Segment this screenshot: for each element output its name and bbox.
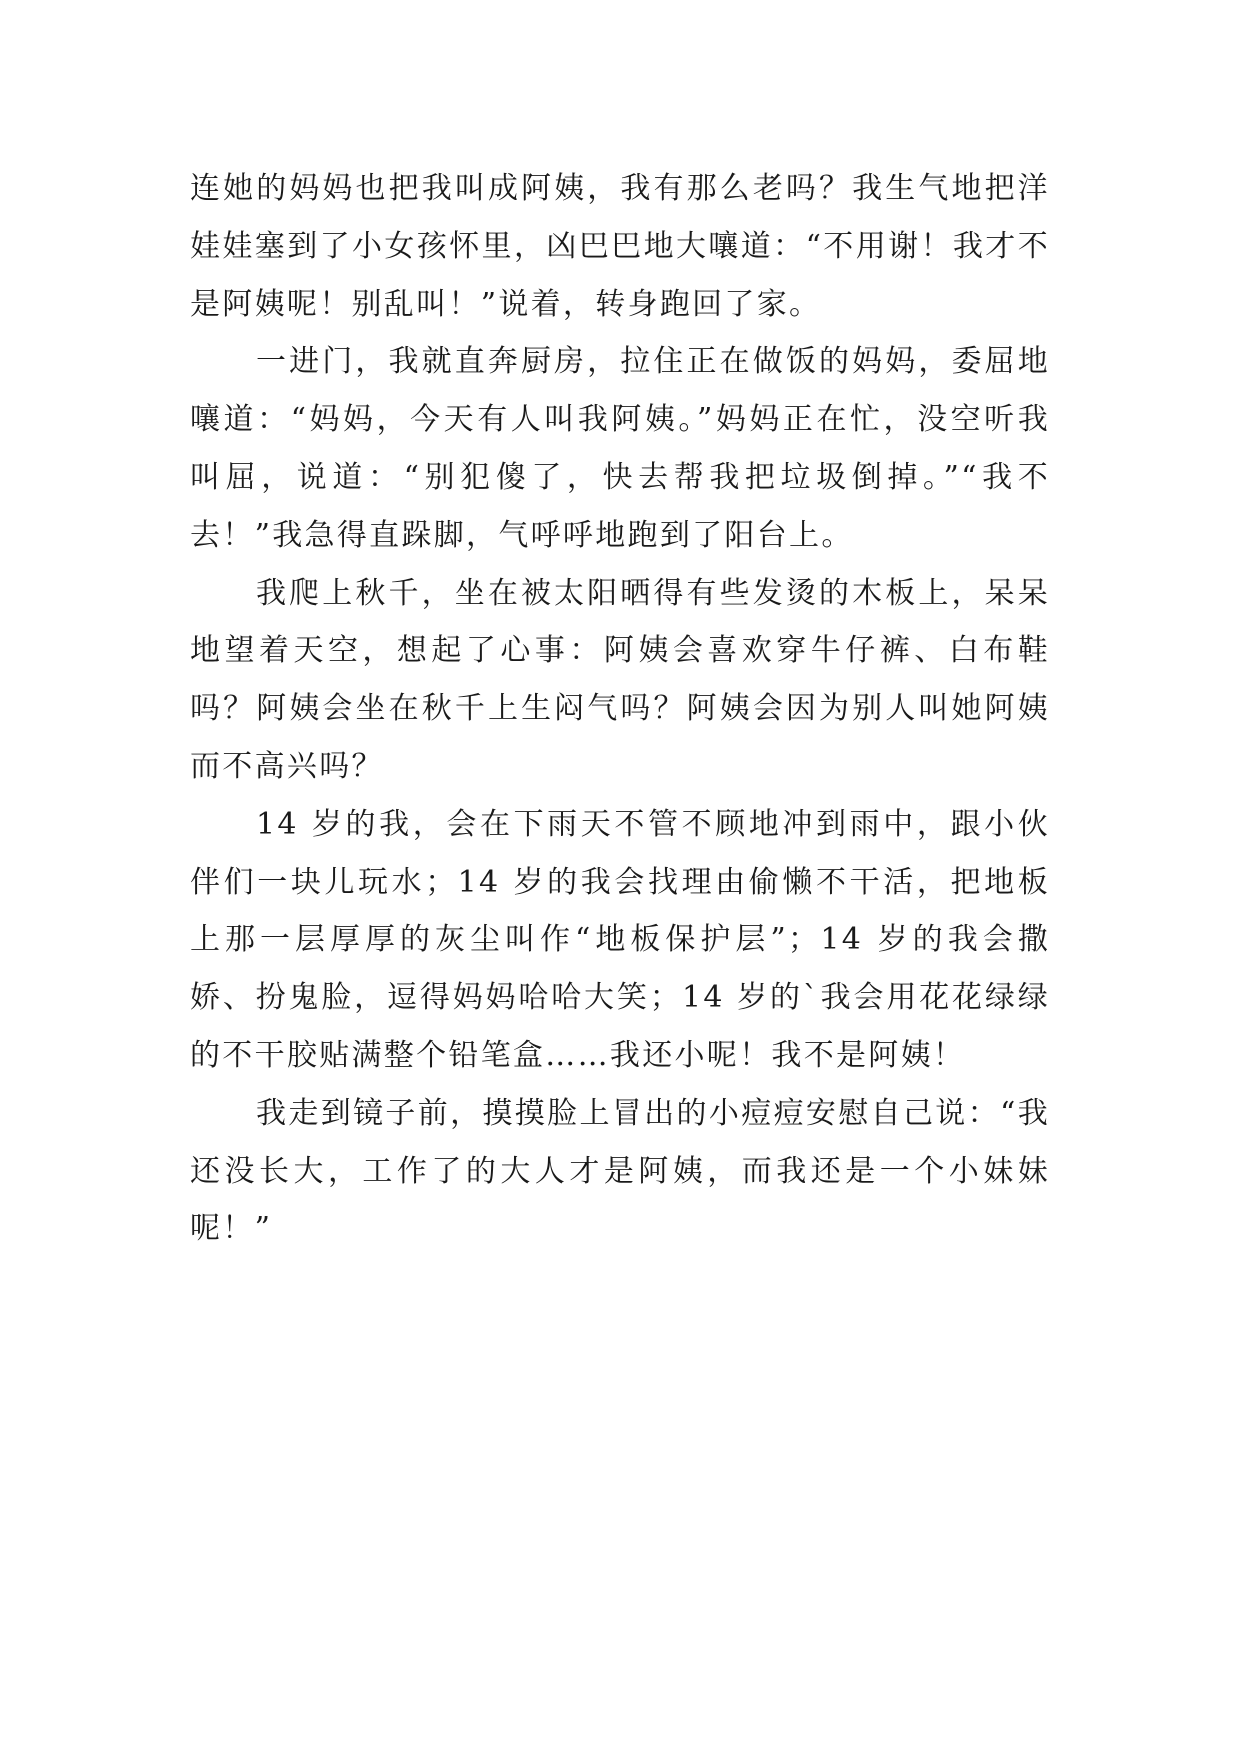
paragraph-2: 一进门，我就直奔厨房，拉住正在做饭的妈妈，委屈地嚷道：“妈妈，今天有人叫我阿姨。”妈妈正在忙，没空听我叫屈，说道：“别犯傻了，快去帮我把垃圾倒掉。”“我不去！”我急得直跺脚，气呼呼地跑到了阳台上。 [190, 344, 1050, 553]
paragraph-3: 我爬上秋千，坐在被太阳晒得有些发烫的木板上，呆呆地望着天空，想起了心事：阿姨会喜欢穿牛仔裤、白布鞋吗？阿姨会坐在秋千上生闷气吗？阿姨会因为别人叫她阿姨而不高兴吗？ [190, 575, 1050, 784]
paragraph-5: 我走到镜子前，摸摸脸上冒出的小痘痘安慰自己说：“我还没长大，工作了的大人才是阿姨，而我还是一个小妹妹呢！” [190, 1095, 1050, 1247]
paragraph-4: 14 岁的我，会在下雨天不管不顾地冲到雨中，跟小伙伴们一块儿玩水；14 岁的我会找理由偷懒不干活，把地板上那一层厚厚的灰尘叫作“地板保护层”；14 岁的我会撒娇、扮鬼脸，逗得妈妈哈哈大笑；14 岁的`我会用花花绿绿的不干胶贴满整个铅笔盒……我还小呢！我不是阿姨！ [190, 806, 1050, 1073]
document-body [190, 160, 1050, 1258]
paragraph-1: 连她的妈妈也把我叫成阿姨，我有那么老吗？我生气地把洋娃娃塞到了小女孩怀里，凶巴巴地大嚷道：“不用谢！我才不是阿姨呢！别乱叫！”说着，转身跑回了家。 [190, 171, 1050, 322]
